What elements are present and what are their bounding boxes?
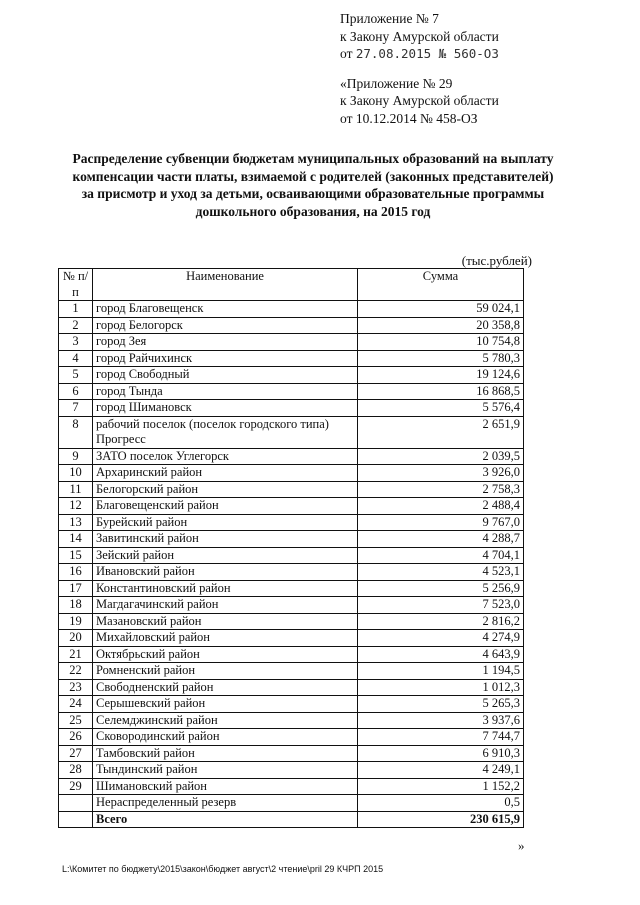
- row-sum-cell: 2 039,5: [358, 448, 524, 465]
- row-num-cell: 13: [59, 514, 93, 531]
- table-row: [59, 531, 524, 548]
- row-sum-cell: 4 288,7: [358, 531, 524, 548]
- table-row: [59, 350, 524, 367]
- row-num-cell: 22: [59, 663, 93, 680]
- row-sum-cell: 4 704,1: [358, 547, 524, 564]
- table-row: [59, 696, 524, 713]
- row-name-cell: город Зея: [93, 334, 358, 351]
- row-name-cell: город Шимановск: [93, 400, 358, 417]
- row-name-cell: Архаринский район: [93, 465, 358, 482]
- annex-prev-label: «Приложение № 29: [340, 75, 453, 91]
- row-name-cell: Михайловский район: [93, 630, 358, 647]
- row-sum-cell: 2 758,3: [358, 481, 524, 498]
- row-name-cell: Серышевский район: [93, 696, 358, 713]
- row-sum-cell: 2 651,9: [358, 416, 524, 448]
- row-num-cell: 16: [59, 564, 93, 581]
- row-num-cell: [59, 795, 93, 812]
- row-name-cell: Зейский район: [93, 547, 358, 564]
- row-sum-cell: 2 488,4: [358, 498, 524, 515]
- row-num-cell: 27: [59, 745, 93, 762]
- closing-quote: »: [518, 838, 525, 853]
- row-name-cell: Селемджинский район: [93, 712, 358, 729]
- row-num-cell: 23: [59, 679, 93, 696]
- row-sum-cell: 9 767,0: [358, 514, 524, 531]
- row-num-cell: 1: [59, 301, 93, 318]
- row-name-cell: Нераспределенный резерв: [93, 795, 358, 812]
- row-sum-cell: 7 744,7: [358, 729, 524, 746]
- row-num-cell: 6: [59, 383, 93, 400]
- table-row: [59, 778, 524, 795]
- file-path-footer: L:\Комитет по бюджету\2015\закон\бюджет август\2 чтение\pril 29 КЧРП 2015: [62, 864, 384, 874]
- table-row: [59, 367, 524, 384]
- row-name-cell: город Тында: [93, 383, 358, 400]
- row-num-cell: 17: [59, 580, 93, 597]
- table-row: [59, 729, 524, 746]
- unit-label: (тыс.рублей): [461, 253, 532, 268]
- row-name-cell: Тындинский район: [93, 762, 358, 779]
- row-num-cell: 2: [59, 317, 93, 334]
- row-name-cell: Бурейский район: [93, 514, 358, 531]
- total-row: [59, 811, 524, 828]
- row-sum-cell: 1 012,3: [358, 679, 524, 696]
- table-row: [59, 613, 524, 630]
- table-row: [59, 383, 524, 400]
- row-sum-cell: 59 024,1: [358, 301, 524, 318]
- table-row: [59, 416, 524, 448]
- total-num-cell: [59, 811, 93, 828]
- table-row: [59, 580, 524, 597]
- row-sum-cell: 5 576,4: [358, 400, 524, 417]
- distribution-table: [58, 268, 524, 828]
- row-name-cell: Завитинский район: [93, 531, 358, 548]
- date-current-stamp: 27.08.2015 № 560-ОЗ: [355, 46, 499, 61]
- total-label: Всего: [93, 811, 358, 828]
- date-current-prefix: от: [340, 46, 353, 61]
- row-num-cell: 19: [59, 613, 93, 630]
- row-sum-cell: 6 910,3: [358, 745, 524, 762]
- row-num-cell: 11: [59, 481, 93, 498]
- row-num-cell: 7: [59, 400, 93, 417]
- row-num-cell: 29: [59, 778, 93, 795]
- table-row: [59, 712, 524, 729]
- row-sum-cell: 4 274,9: [358, 630, 524, 647]
- date-current-line: [340, 45, 499, 63]
- total-sum: 230 615,9: [358, 811, 524, 828]
- table-row: [59, 630, 524, 647]
- row-num-cell: 9: [59, 448, 93, 465]
- row-sum-cell: 3 926,0: [358, 465, 524, 482]
- row-name-cell: Магдагачинский район: [93, 597, 358, 614]
- row-sum-cell: 16 868,5: [358, 383, 524, 400]
- row-num-cell: 8: [59, 416, 93, 448]
- table-body: [59, 301, 524, 812]
- row-name-cell: Белогорский район: [93, 481, 358, 498]
- table-row: [59, 448, 524, 465]
- row-sum-cell: 5 780,3: [358, 350, 524, 367]
- row-sum-cell: 4 523,1: [358, 564, 524, 581]
- table-row: [59, 679, 524, 696]
- row-num-cell: 14: [59, 531, 93, 548]
- table-header-row: [59, 269, 524, 301]
- row-name-cell: Сковородинский район: [93, 729, 358, 746]
- table-row: [59, 400, 524, 417]
- row-sum-cell: 3 937,6: [358, 712, 524, 729]
- law-prev-label: к Закону Амурской области: [340, 93, 499, 108]
- table-row: [59, 795, 524, 812]
- row-num-cell: 20: [59, 630, 93, 647]
- row-sum-cell: 1 152,2: [358, 778, 524, 795]
- row-num-cell: 10: [59, 465, 93, 482]
- table-row: [59, 762, 524, 779]
- row-sum-cell: 20 358,8: [358, 317, 524, 334]
- row-name-cell: Благовещенский район: [93, 498, 358, 515]
- col-num-header: № п/п: [59, 269, 93, 301]
- row-sum-cell: 1 194,5: [358, 663, 524, 680]
- table-row: [59, 317, 524, 334]
- row-num-cell: 15: [59, 547, 93, 564]
- row-sum-cell: 5 256,9: [358, 580, 524, 597]
- row-name-cell: город Белогорск: [93, 317, 358, 334]
- row-num-cell: 12: [59, 498, 93, 515]
- row-sum-cell: 7 523,0: [358, 597, 524, 614]
- row-num-cell: 21: [59, 646, 93, 663]
- table-row: [59, 547, 524, 564]
- row-name-cell: город Райчихинск: [93, 350, 358, 367]
- row-name-cell: Ромненский район: [93, 663, 358, 680]
- table-row: [59, 514, 524, 531]
- table-row: [59, 334, 524, 351]
- row-num-cell: 18: [59, 597, 93, 614]
- row-name-cell: Тамбовский район: [93, 745, 358, 762]
- row-name-cell: рабочий поселок (поселок городского типа) Прогресс: [93, 416, 358, 448]
- table-row: [59, 481, 524, 498]
- row-sum-cell: 2 816,2: [358, 613, 524, 630]
- row-sum-cell: 10 754,8: [358, 334, 524, 351]
- row-num-cell: 26: [59, 729, 93, 746]
- row-num-cell: 25: [59, 712, 93, 729]
- row-name-cell: ЗАТО поселок Углегорск: [93, 448, 358, 465]
- table-row: [59, 498, 524, 515]
- table-row: [59, 646, 524, 663]
- row-sum-cell: 5 265,3: [358, 696, 524, 713]
- date-prev-label: от 10.12.2014 № 458-ОЗ: [340, 110, 478, 126]
- row-name-cell: Свободненский район: [93, 679, 358, 696]
- row-sum-cell: 4 249,1: [358, 762, 524, 779]
- row-sum-cell: 0,5: [358, 795, 524, 812]
- table-row: [59, 465, 524, 482]
- col-sum-header: Сумма: [358, 269, 524, 301]
- row-sum-cell: 19 124,6: [358, 367, 524, 384]
- annex-current-label: Приложение № 7: [340, 11, 439, 26]
- row-name-cell: город Свободный: [93, 367, 358, 384]
- row-num-cell: 3: [59, 334, 93, 351]
- law-current-label: к Закону Амурской области: [340, 28, 499, 44]
- row-name-cell: Октябрьский район: [93, 646, 358, 663]
- document-title: Распределение субвенции бюджетам муниципальных образований на выплату компенсации части платы, взимаемой с родителей (законных представителей) за присмотр и уход за детьми, осваивающими образовательные программы дошкольного образования, на 2015 год: [72, 151, 554, 219]
- table-row: [59, 597, 524, 614]
- table-row: [59, 663, 524, 680]
- table-row: [59, 301, 524, 318]
- row-num-cell: 4: [59, 350, 93, 367]
- row-sum-cell: 4 643,9: [358, 646, 524, 663]
- table-row: [59, 745, 524, 762]
- annex-header: [340, 10, 499, 127]
- row-num-cell: 28: [59, 762, 93, 779]
- row-name-cell: Мазановский район: [93, 613, 358, 630]
- table-row: [59, 564, 524, 581]
- row-num-cell: 24: [59, 696, 93, 713]
- row-num-cell: 5: [59, 367, 93, 384]
- row-name-cell: Ивановский район: [93, 564, 358, 581]
- row-name-cell: город Благовещенск: [93, 301, 358, 318]
- col-name-header: Наименование: [93, 269, 358, 301]
- row-name-cell: Шимановский район: [93, 778, 358, 795]
- row-name-cell: Константиновский район: [93, 580, 358, 597]
